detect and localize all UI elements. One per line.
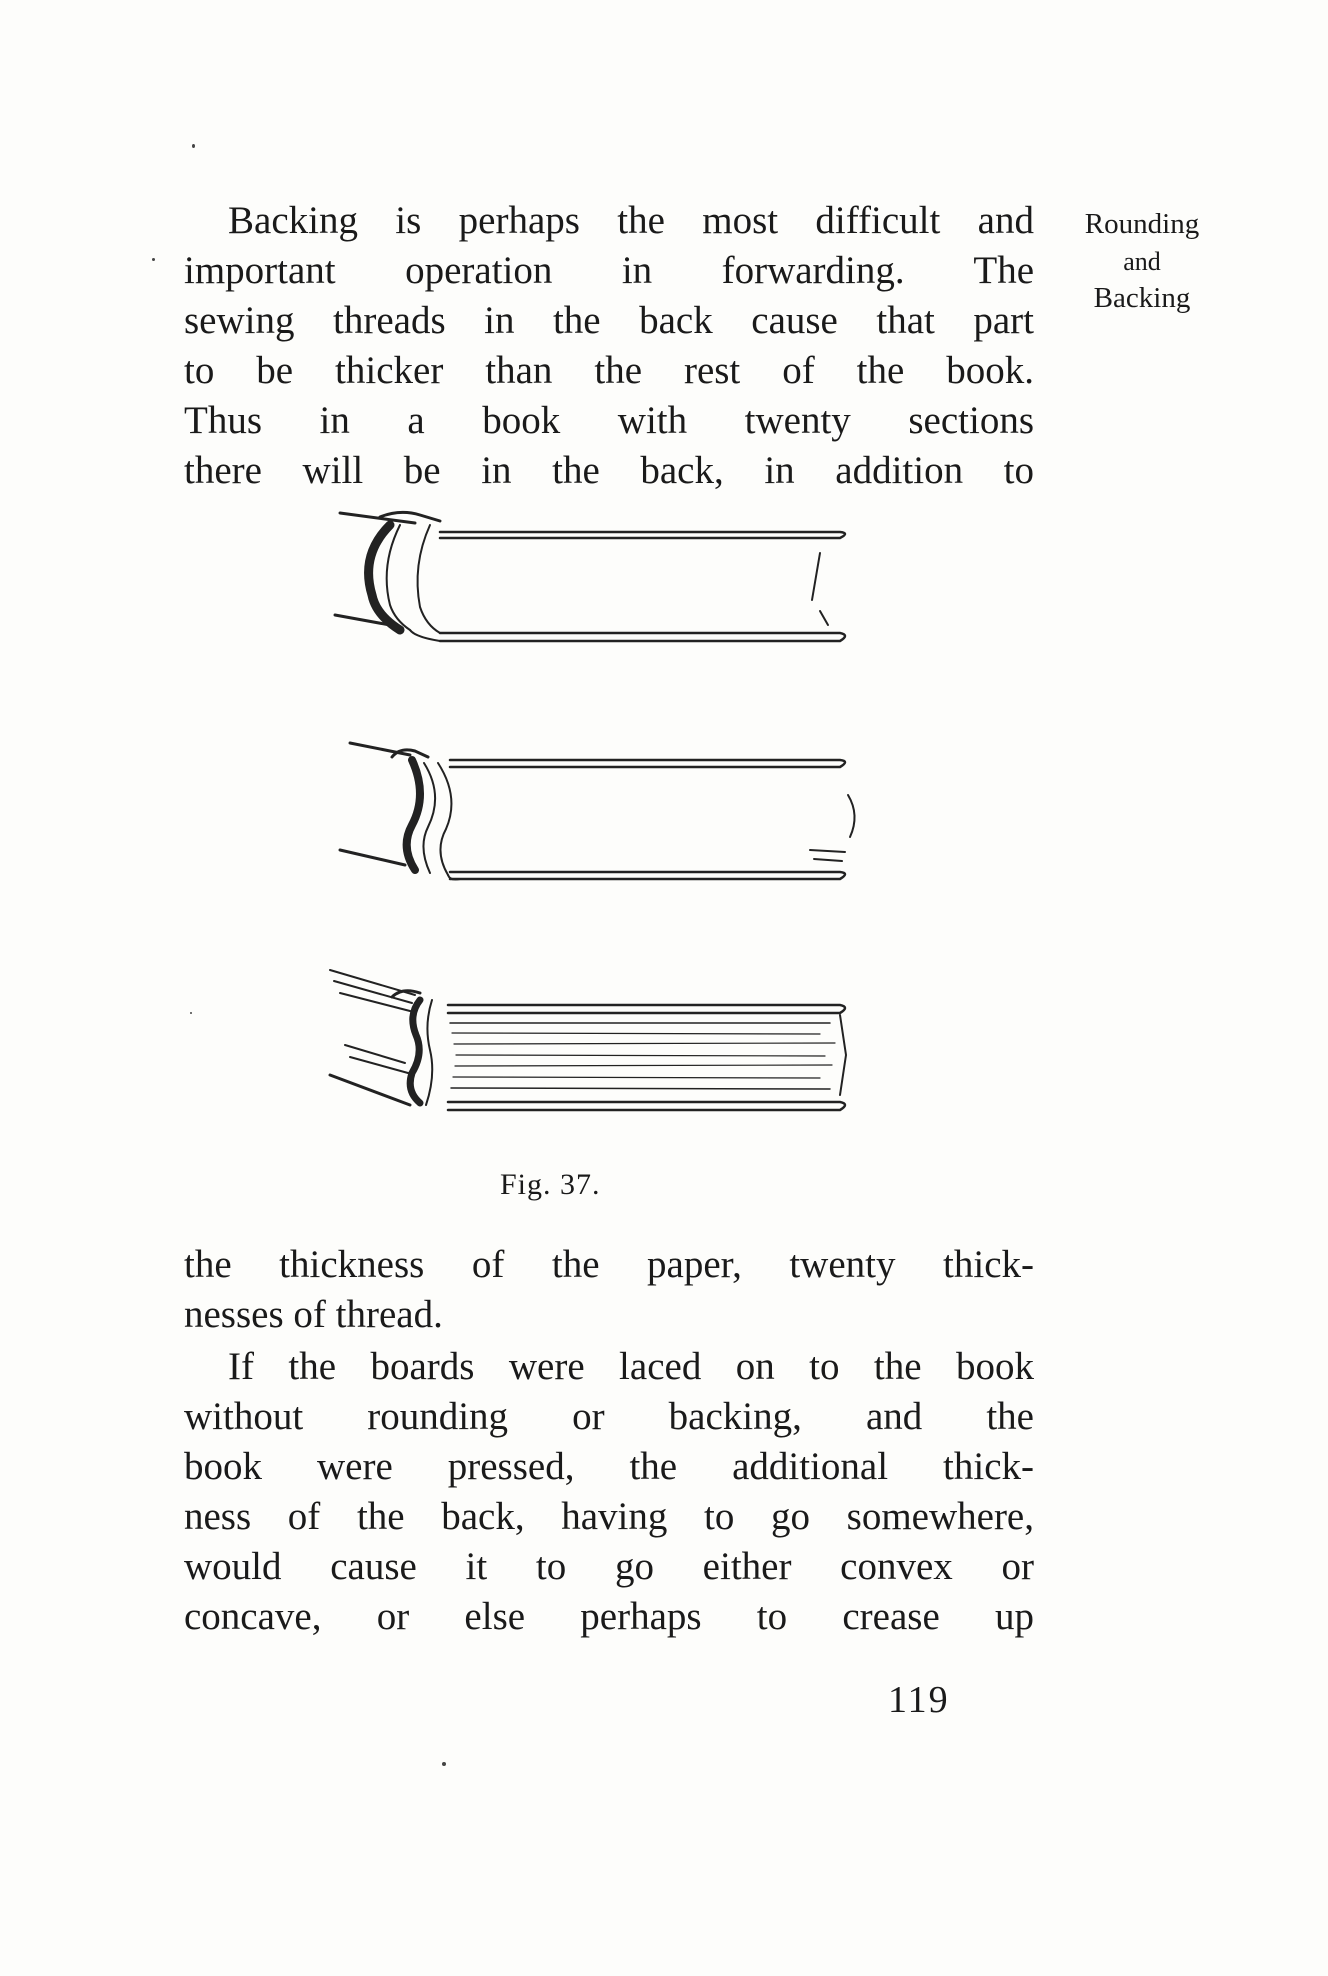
book-backed-drawing: [330, 970, 846, 1110]
book-back-illustration: [320, 495, 880, 1165]
book-rounded-drawing: [340, 743, 855, 880]
margin-note-line: Rounding: [1084, 208, 1200, 240]
text-line: If the boards were laced on to the book: [228, 1345, 1034, 1388]
print-speck: [192, 144, 195, 148]
print-speck: [152, 258, 155, 261]
print-speck: [442, 1762, 446, 1766]
margin-note-line: Backing: [1093, 282, 1191, 314]
print-speck: [190, 1012, 192, 1014]
figure-caption: Fig. 37.: [500, 1168, 601, 1201]
book-unbacked-drawing: [335, 512, 845, 641]
paragraph-backing: [184, 196, 1034, 496]
text-line: there will be in the back, in addition to: [184, 449, 1034, 492]
paragraph-boards: [184, 1342, 1034, 1642]
text-line: ness of the back, having to go somewhere,: [184, 1495, 1034, 1538]
paragraph-continuation: [184, 1240, 1034, 1340]
text-line: without rounding or backing, and the: [184, 1395, 1034, 1438]
page-number: 119: [888, 1679, 950, 1721]
text-line: book were pressed, the additional thick-: [184, 1445, 1034, 1488]
margin-note-line: and: [1123, 247, 1161, 276]
text-line: would cause it to go either convex or: [184, 1545, 1034, 1588]
text-line: sewing threads in the back cause that part: [184, 299, 1034, 342]
text-line: the thickness of the paper, twenty thick-: [184, 1243, 1034, 1286]
text-line: important operation in forwarding. The: [184, 249, 1034, 292]
text-line: Thus in a book with twenty sections: [184, 399, 1034, 442]
text-line: Backing is perhaps the most difficult and: [228, 199, 1034, 242]
text-line: concave, or else perhaps to crease up: [184, 1595, 1034, 1638]
text-line: to be thicker than the rest of the book.: [184, 349, 1034, 392]
text-line: nesses of thread.: [184, 1293, 443, 1336]
margin-note: [1062, 206, 1222, 317]
